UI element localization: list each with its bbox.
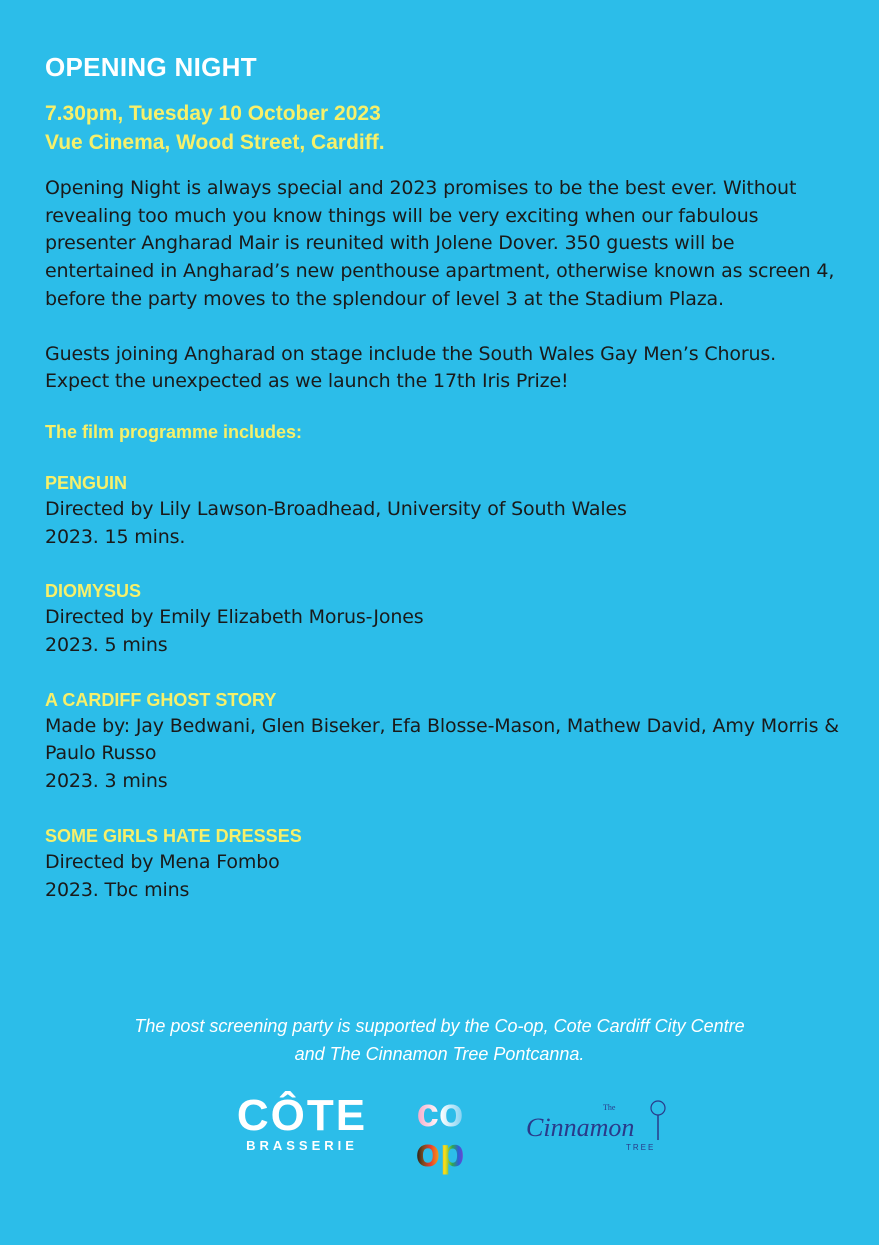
sponsor-note-line: The post screening party is supported by the Co-op, Cote Cardiff City Centre: [134, 1016, 745, 1036]
cinnamon-logo-name: Cinnamon: [526, 1113, 635, 1142]
film-title: SOME GIRLS HATE DRESSES: [45, 825, 302, 846]
cinnamon-logo-the: The: [603, 1103, 616, 1112]
film-credit: Made by: Jay Bedwani, Glen Biseker, Efa Blosse-Mason, Mathew David, Amy Morris & Paulo Russo: [45, 714, 839, 765]
sponsor-note: [0, 1012, 879, 1068]
page-title: OPENING NIGHT: [45, 52, 257, 82]
sponsor-logos: [0, 1088, 879, 1178]
event-details: [45, 99, 845, 157]
film-title: DIOMYSUS: [45, 581, 142, 602]
cote-brasserie-logo: [232, 1091, 372, 1153]
film-entry: [45, 823, 845, 904]
cinnamon-tree-logo: [508, 1096, 678, 1156]
film-info: 2023. Tbc mins: [45, 878, 190, 901]
film-credit: Directed by Lily Lawson-Broadhead, University of South Wales: [45, 497, 627, 520]
cote-logo-sub: BRASSERIE: [246, 1138, 358, 1153]
film-info: 2023. 5 mins: [45, 634, 168, 657]
coop-logo: [400, 1092, 480, 1176]
film-entry: [45, 578, 845, 659]
event-venue: Vue Cinema, Wood Street, Cardiff.: [45, 131, 385, 154]
page-content: [45, 52, 845, 904]
film-title: PENGUIN: [45, 472, 128, 493]
film-info: 2023. 15 mins.: [45, 525, 186, 548]
event-datetime: 7.30pm, Tuesday 10 October 2023: [45, 102, 381, 125]
coop-logo-top: co: [416, 1092, 464, 1135]
cote-logo-name: CÔTE: [236, 1091, 368, 1140]
film-entry: [45, 687, 845, 796]
tree-icon: [651, 1101, 665, 1140]
cinnamon-logo-tree: TREE: [626, 1143, 656, 1152]
coop-logo-bottom: op: [415, 1131, 465, 1175]
film-credit: Directed by Emily Elizabeth Morus-Jones: [45, 606, 424, 629]
film-title: A CARDIFF GHOST STORY: [45, 689, 277, 710]
intro-text: [45, 175, 845, 396]
film-credit: Directed by Mena Fombo: [45, 850, 280, 873]
film-info: 2023. 3 mins: [45, 770, 168, 793]
film-entry: [45, 470, 845, 551]
intro-paragraph: Guests joining Angharad on stage include the South Wales Gay Men’s Chorus. Expect the unexpected as we launch the 17th Iris Prize!: [45, 342, 777, 393]
intro-paragraph: Opening Night is always special and 2023 promises to be the best ever. Without revealing too much you know things will be very exciting when our fabulous presenter Angharad Mair is reunited with Jolene Dover. 350 guests will be entertained in Angharad’s new penthouse apartment, otherwise known as screen 4, before the party moves to the splendour of level 3 at the Stadium Plaza.: [45, 177, 835, 310]
programme-heading: The film programme includes:: [45, 421, 303, 442]
sponsor-note-line: and The Cinnamon Tree Pontcanna.: [294, 1044, 585, 1064]
